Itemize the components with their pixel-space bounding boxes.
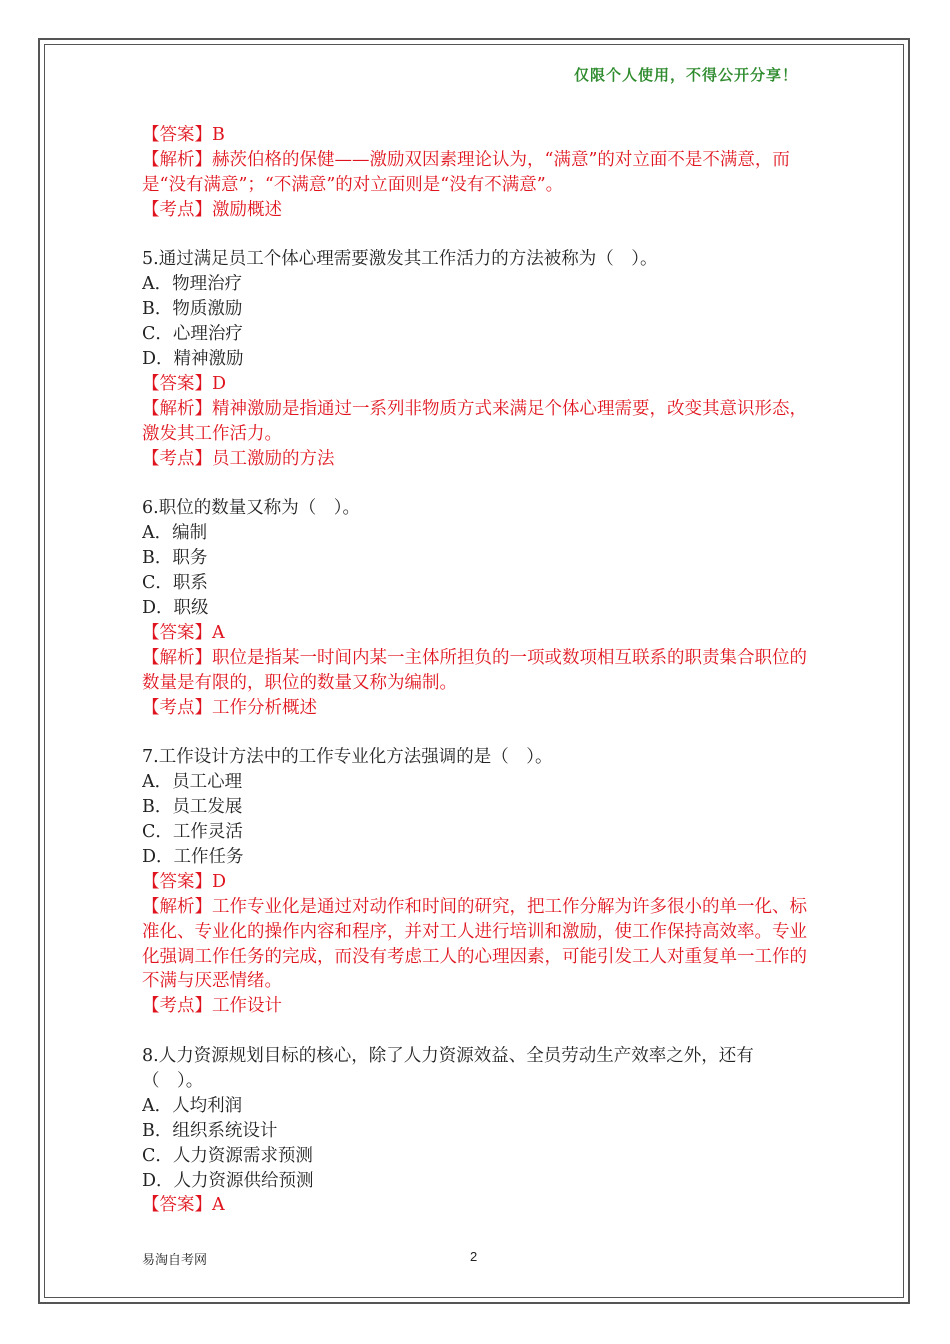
q7-option-b: B．员工发展 [142,797,243,818]
q7-point: 【考点】工作设计 [142,996,282,1017]
q7-analysis: 【解析】工作专业化是通过对动作和时间的研究，把工作分解为许多很小的单一化、标准化、专业化的操作内容和程序，并对工人进行培训和激励，使工作保持高效率。专业化强调工作任务的完成，而没有考虑工人的心理因素，可能引发工人对重复单一工作的不满与厌恶情绪。 [142,896,807,992]
q5-question: 5.通过满足员工个体心理需要激发其工作活力的方法被称为（ ）。 [142,249,658,270]
footer-site-name: 易淘自考网 [142,1253,208,1268]
q4-analysis: 【解析】赫茨伯格的保健——激励双因素理论认为，“满意”的对立面不是不满意，而是“没有满意”；“不满意”的对立面则是“没有不满意”。 [142,149,790,195]
q6-question: 6.职位的数量又称为（ ）。 [142,498,360,519]
q8-option-c: C．人力资源需求预测 [142,1145,313,1166]
q4-point: 【考点】激励概述 [142,199,282,220]
q8-question: 8.人力资源规划目标的核心，除了人力资源效益、全员劳动生产效率之外，还有（ ）。 [142,1046,754,1092]
q4-answer: 【答案】B [142,125,225,145]
q6-option-c: C．职系 [142,573,208,594]
q5-option-c: C．心理治疗 [142,324,243,345]
q5-answer: 【答案】D [142,373,227,394]
q8-option-d: D．人力资源供给预测 [142,1170,314,1191]
q7-answer: 【答案】D [142,871,227,892]
q7-option-d: D．工作任务 [142,846,244,867]
q5-option-b: B．物质激励 [142,299,243,320]
q8-option-a: A．人均利润 [142,1095,243,1116]
q5-analysis: 【解析】精神激励是指通过一系列非物质方式来满足个体心理需要，改变其意识形态，激发其工作活力。 [142,398,807,444]
q6-answer: 【答案】A [142,622,225,643]
q6-point: 【考点】工作分析概述 [142,697,317,718]
q8-option-b: B．组织系统设计 [142,1120,278,1141]
q5-option-a: A．物理治疗 [142,274,243,295]
q5-option-d: D．精神激励 [142,349,244,370]
q8-answer: 【答案】A [142,1195,225,1216]
q7-option-c: C．工作灵活 [142,822,243,843]
q5-point: 【考点】员工激励的方法 [142,448,335,469]
q6-analysis: 【解析】职位是指某一时间内某一主体所担负的一项或数项相互联系的职责集合职位的数量是有限的，职位的数量又称为编制。 [142,647,807,693]
q7-question: 7.工作设计方法中的工作专业化方法强调的是（ ）。 [142,747,553,768]
document-body [142,123,814,1218]
q6-option-b: B．职务 [142,548,208,569]
q6-option-a: A．编制 [142,523,208,544]
q7-option-a: A．员工心理 [142,772,243,793]
usage-banner: 仅限个人使用，不得公开分享！ [573,66,798,84]
q6-option-d: D．职级 [142,597,209,618]
page-number: 2 [470,1249,478,1264]
